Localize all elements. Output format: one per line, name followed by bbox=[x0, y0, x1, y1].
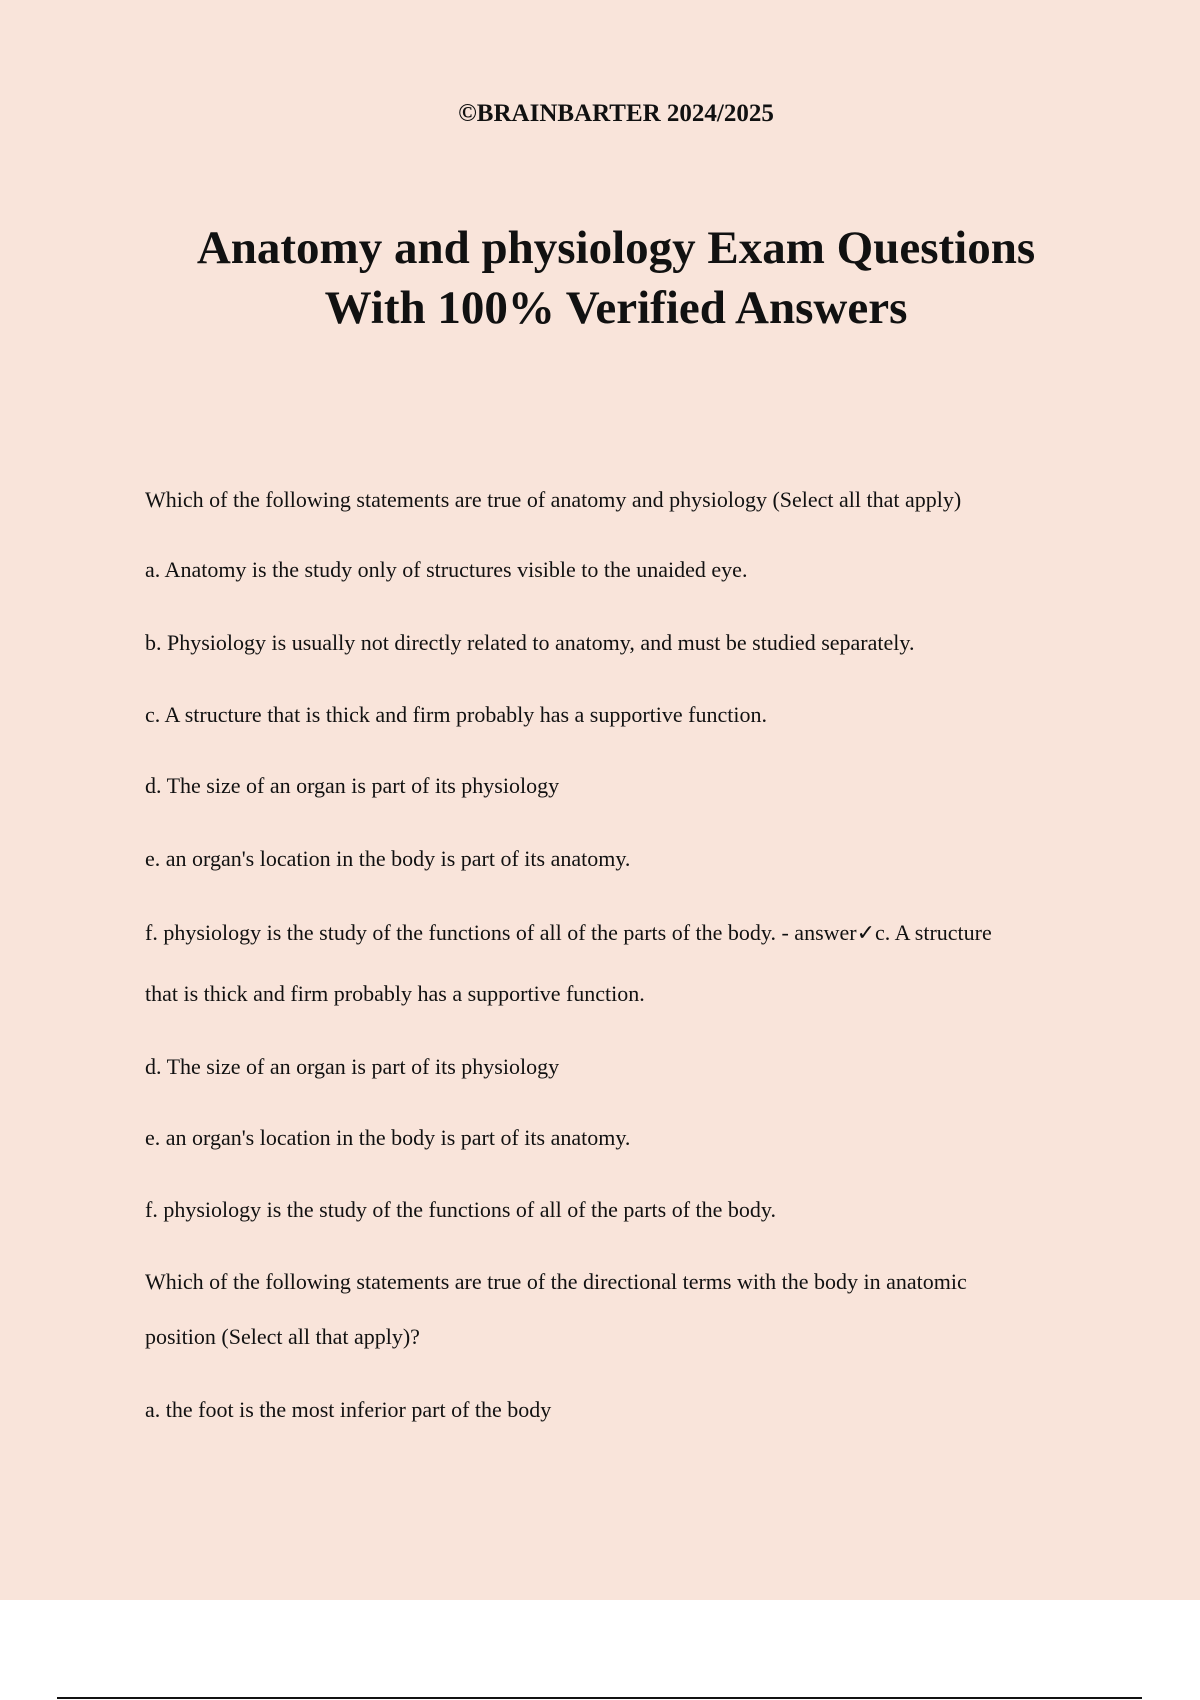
q1-option-f-text: f. physiology is the study of the functions of all of the parts of the body. - answer bbox=[145, 920, 857, 945]
q1-option-b: b. Physiology is usually not directly related to anatomy, and must be studied separately. bbox=[145, 630, 915, 655]
answer-option-e: e. an organ's location in the body is part of its anatomy. bbox=[145, 1125, 631, 1150]
answer-option-d: d. The size of an organ is part of its physiology bbox=[145, 1054, 560, 1079]
q1-option-e: e. an organ's location in the body is part of its anatomy. bbox=[145, 846, 631, 871]
q1-option-d: d. The size of an organ is part of its physiology bbox=[145, 773, 560, 798]
q1-option-f-with-answer bbox=[145, 918, 1095, 949]
answer-continuation: that is thick and firm probably has a supportive function. bbox=[145, 981, 645, 1006]
question-2-line-2: position (Select all that apply)? bbox=[145, 1324, 420, 1349]
document-title bbox=[0, 218, 1200, 338]
footer-divider bbox=[57, 1697, 1142, 1699]
answer-option-f: f. physiology is the study of the functions of all of the parts of the body. bbox=[145, 1197, 776, 1222]
title-line-1: Anatomy and physiology Exam Questions bbox=[196, 222, 1036, 274]
answer-start: c. A structure bbox=[875, 920, 992, 945]
q2-option-a: a. the foot is the most inferior part of the body bbox=[145, 1397, 552, 1422]
question-1: Which of the following statements are true of anatomy and physiology (Select all that apply) bbox=[145, 487, 962, 512]
q1-option-a: a. Anatomy is the study only of structures visible to the unaided eye. bbox=[145, 557, 748, 582]
checkmark-icon: ✓ bbox=[856, 921, 876, 946]
question-2-line-1: Which of the following statements are true of the directional terms with the body in anatomic bbox=[145, 1269, 967, 1294]
q1-option-c: c. A structure that is thick and firm probably has a supportive function. bbox=[145, 702, 767, 727]
title-line-2: With 100% Verified Answers bbox=[324, 282, 908, 334]
copyright-header: ©BRAINBARTER 2024/2025 bbox=[458, 100, 774, 127]
